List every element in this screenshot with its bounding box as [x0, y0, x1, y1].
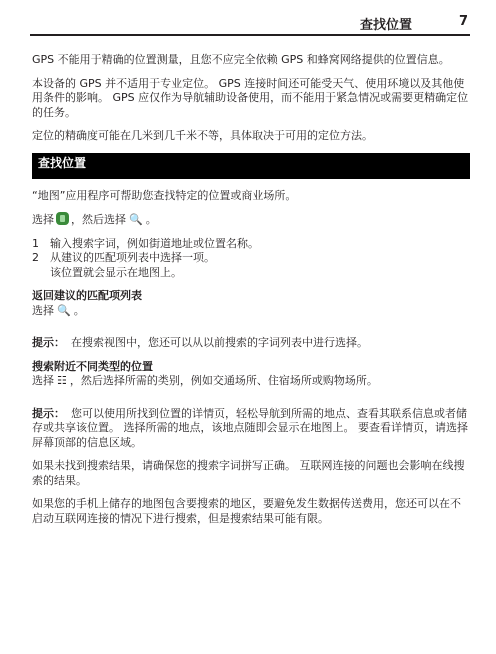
tip-text: 您可以使用所找到位置的详情页，轻松导航到所需的地点、查看其联系信息或者储存或共享该位置。 选择所需的地点，该地点随即会显示在地图上。 要查看详情页，请选择屏幕顶部的信息区域。	[32, 406, 468, 449]
select-instruction	[32, 212, 470, 228]
tip-text: 在搜索视图中，您还可以从以前搜索的字词列表中进行选择。	[71, 336, 368, 349]
step-item	[32, 237, 470, 252]
step-text: 输入搜索字词，例如街道地址或位置名称。	[50, 236, 259, 250]
tip-label: 提示：	[32, 336, 65, 349]
tip-label: 提示：	[32, 406, 65, 420]
intro-paragraph-professional: 本设备的 GPS 并不适用于专业定位。 GPS 连接时间还可能受天气、使用环境以及其他使用条件的影响。 GPS 应仅作为导航辅助设备使用，而不能用于紧急情况或需要更精确定位的任务。	[32, 76, 469, 119]
select-mid: ，然后选择	[71, 213, 126, 226]
section-title: 查找位置	[38, 155, 87, 170]
return-pre: 选择	[32, 303, 54, 317]
step-note: 该位置就会显示在地图上。	[50, 265, 182, 279]
nearby-title: 搜索附近不同类型的位置	[32, 359, 153, 373]
select-pre: 选择	[32, 213, 54, 226]
intro-paragraph-gps: GPS 不能用于精确的位置测量，且您不应完全依赖 GPS 和蜂窝网络提供的位置信息。	[32, 53, 450, 66]
steps-list	[32, 237, 470, 281]
paragraph-offline-search: 如果您的手机上储存的地图包含要搜索的地区，要避免发生数据传送费用，您还可以在不启动互联网连接的情况下进行搜索，但是搜索结果可能有限。	[32, 497, 461, 525]
return-title: 返回建议的匹配项列表	[32, 289, 142, 302]
select-post: 。	[145, 213, 157, 226]
search-icon: 🔍	[129, 213, 143, 226]
maps-app-icon	[56, 212, 69, 225]
step-item	[32, 251, 470, 266]
tip-search-history	[32, 336, 470, 351]
section-description: “地图”应用程序可帮助您查找特定的位置或商业场所。	[32, 188, 297, 202]
step-number: 2	[32, 251, 39, 264]
header-title: 查找位置	[359, 18, 412, 33]
nearby-pre: 选择	[32, 374, 54, 387]
header-rule	[30, 34, 470, 36]
page-number: 7	[458, 14, 468, 29]
nearby-instruction	[32, 374, 470, 389]
spacer	[32, 280, 470, 289]
page-content	[32, 53, 470, 535]
page-header	[30, 12, 470, 36]
tip-details-page	[32, 407, 470, 451]
nearby-post: ，然后选择所需的类别，例如交通场所、住宿场所或购物场所。	[69, 374, 378, 387]
return-post: 。	[73, 303, 85, 317]
section-title-bar	[32, 153, 470, 179]
search-icon: 🔍	[57, 303, 71, 317]
paragraph-not-found: 如果未找到搜索结果，请确保您的搜索字词拼写正确。 互联网连接的问题也会影响在线搜索的结果。	[32, 459, 465, 487]
intro-paragraph-accuracy: 定位的精确度可能在几米到几千米不等，具体取决于可用的定位方法。	[32, 129, 373, 142]
step-text: 从建议的匹配项列表中选择一项。	[50, 251, 215, 264]
list-icon: ☷	[57, 374, 67, 387]
return-instruction	[32, 304, 470, 319]
step-number: 1	[32, 236, 39, 250]
